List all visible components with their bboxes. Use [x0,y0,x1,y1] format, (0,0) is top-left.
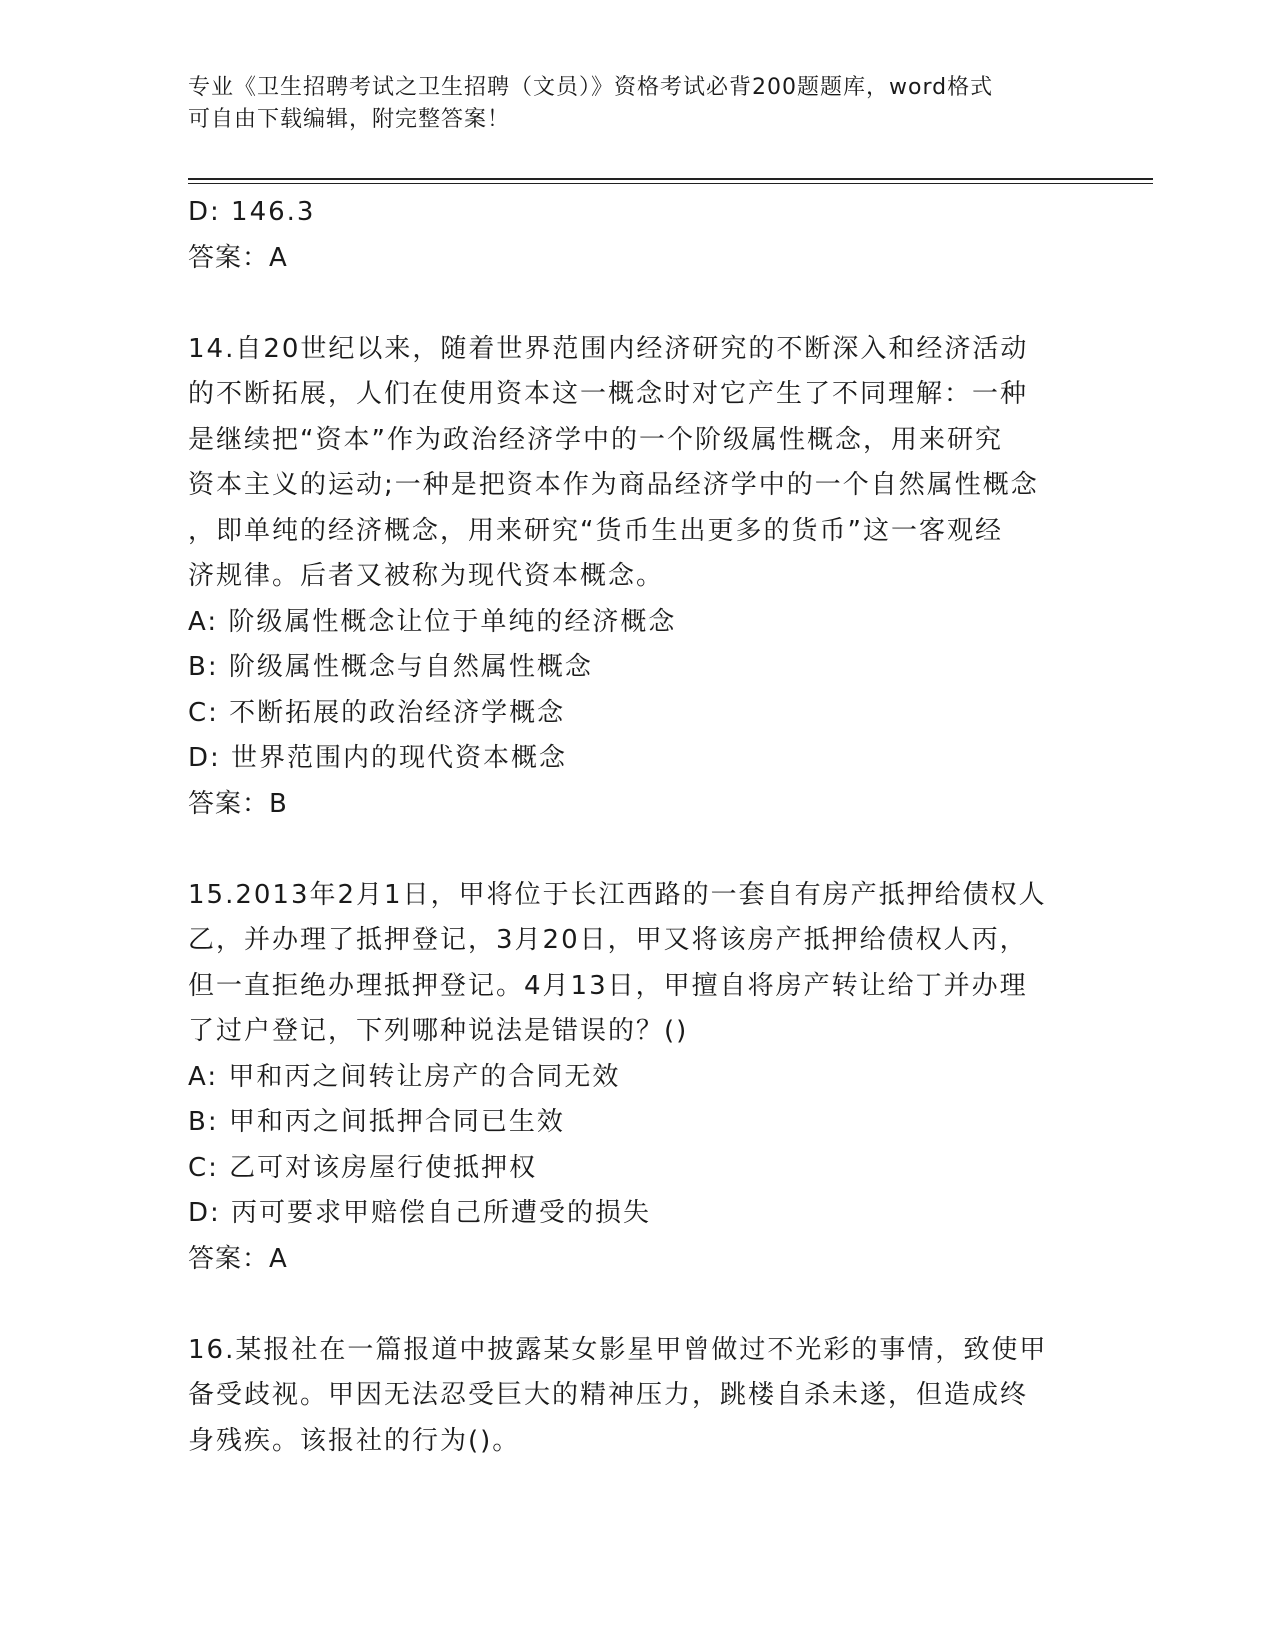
document-body [188,190,1088,1464]
stem-line: 15.2013年2月1日，甲将位于长江西路的一套自有房产抵押给债权人 [188,879,1047,910]
option-c: C: 不断拓展的政治经济学概念 [188,697,566,728]
header-divider-thin [188,183,1153,184]
option-b: B: 阶级属性概念与自然属性概念 [188,652,593,682]
stem-line: ，即单纯的经济概念，用来研究“货币生出更多的货币”这一客观经 [188,515,1003,546]
question-15 [188,873,1088,1283]
answer-line: 答案：B [188,788,288,819]
header-title-line-1: 专业《卫生招聘考试之卫生招聘（文员）》资格考试必背200题题库，word格式 [188,75,994,100]
option-d: D: 丙可要求甲赔偿自己所遭受的损失 [188,1198,652,1228]
stem-line: 济规律。后者又被称为现代资本概念。 [188,561,665,591]
stem-line: 乙，并办理了抵押登记，3月20日，甲又将该房产抵押给债权人丙， [188,925,1028,955]
stem-line: 备受歧视。甲因无法忍受巨大的精神压力，跳楼自杀未遂，但造成终 [188,1380,1029,1410]
question-stem [188,1328,1088,1465]
stem-line: 的不断拓展，人们在使用资本这一概念时对它产生了不同理解：一种 [188,379,1029,409]
spacer [188,1282,1088,1328]
option-c: C: 乙可对该房屋行使抵押权 [188,1152,538,1183]
question-13-tail [188,190,1088,281]
answer-line: 答案：A [188,1243,288,1274]
header-divider [188,178,1153,180]
option-d: D: 世界范围内的现代资本概念 [188,743,568,773]
stem-line: 16.某报社在一篇报道中披露某女影星甲曾做过不光彩的事情，致使甲 [188,1334,1048,1365]
question-16 [188,1328,1088,1465]
option-b: B: 甲和丙之间抵押合同已生效 [188,1107,565,1137]
stem-line: 了过户登记，下列哪种说法是错误的？() [188,1016,689,1046]
header-title-line-2: 可自由下载编辑，附完整答案！ [188,107,511,132]
answer-line: 答案：A [188,242,288,273]
stem-line: 但一直拒绝办理抵押登记。4月13日，甲擅自将房产转让给丁并办理 [188,970,1028,1001]
stem-line: 是继续把“资本”作为政治经济学中的一个阶级属性概念，用来研究 [188,424,1003,455]
document-header [188,72,1068,136]
option-d: D: 146.3 [188,197,316,227]
option-a: A: 阶级属性概念让位于单纯的经济概念 [188,606,677,637]
spacer [188,281,1088,327]
spacer [188,827,1088,873]
question-stem [188,327,1088,600]
option-a: A: 甲和丙之间转让房产的合同无效 [188,1061,621,1092]
stem-line: 身残疾。该报社的行为()。 [188,1425,521,1456]
stem-line: 14.自20世纪以来，随着世界范围内经济研究的不断深入和经济活动 [188,333,1029,364]
stem-line: 资本主义的运动;一种是把资本作为商品经济学中的一个自然属性概念 [188,470,1039,500]
question-14 [188,327,1088,828]
question-stem [188,873,1088,1055]
